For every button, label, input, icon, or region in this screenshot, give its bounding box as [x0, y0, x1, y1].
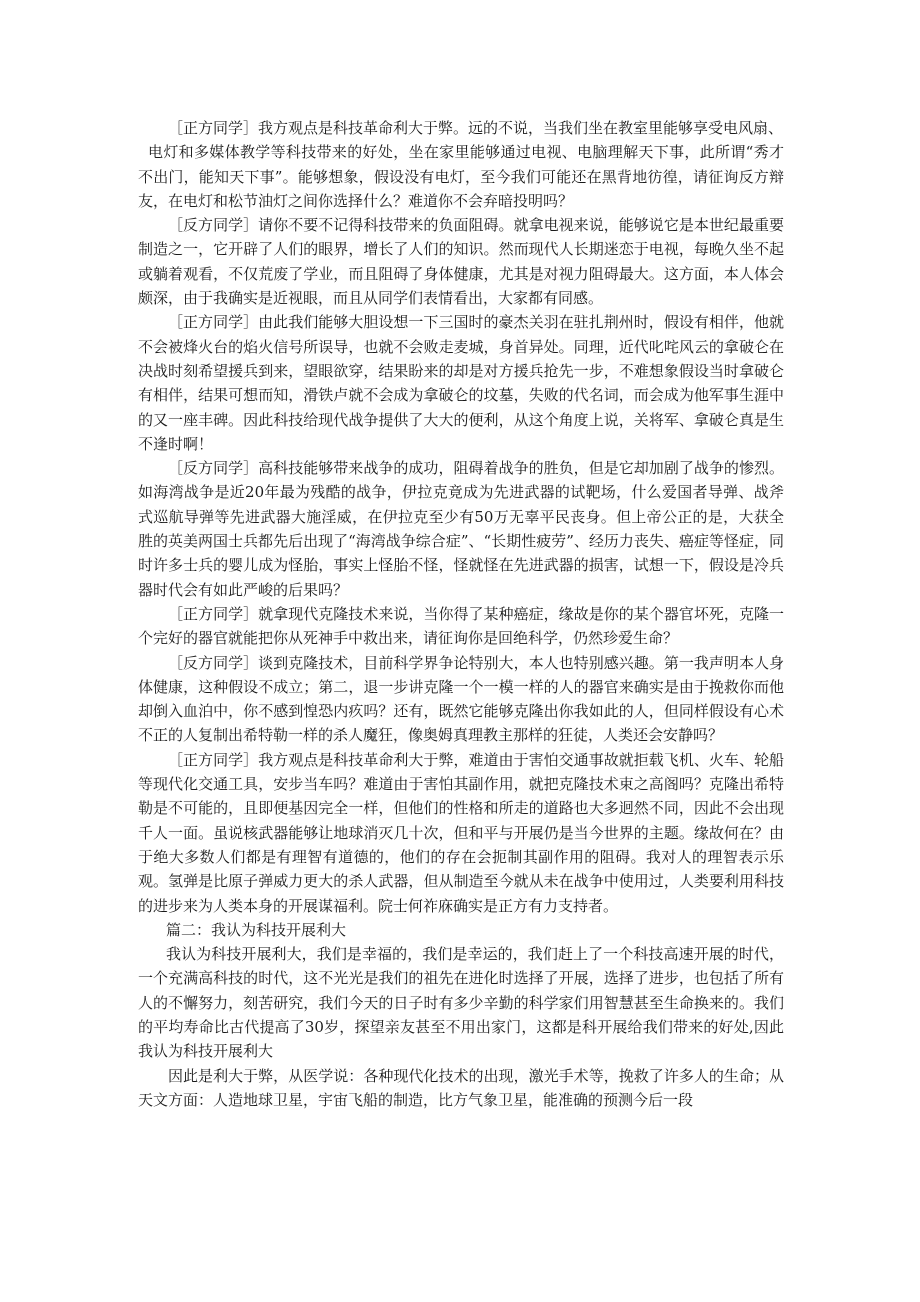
paragraph-pro-1b: 电灯和多媒体教学等科技带来的好处，坐在家里能够通过电视、电脑理解天下事，此所谓“秀才不出门，能知天下事”。能够想象，假设没有电灯，至今我们可能还在黑背地彷徨，请征询反方辩友，在电灯和松节油灯之间你选择什么？难道你不会弃暗投明吗？	[138, 143, 784, 210]
paragraph-con-1: ［反方同学］请你不要不记得科技带来的负面阻碍。就拿电视来说，能够说它是本世纪最重要制造之一，它开辟了人们的眼界，增长了人们的知识。然而现代人长期迷恋于电视，每晚久坐不起或躺着观看，不仅荒废了学业，而且阻碍了身体健康，尤其是对视力阻碍最大。这方面，本人体会颇深，由于我确实是近视眼，而且从同学们表情看出，大家都有同感。	[138, 216, 784, 308]
document-body	[138, 116, 784, 1112]
paragraph-part-two-1: 我认为科技开展利大，我们是幸福的，我们是幸运的，我们赶上了一个科技高速开展的时代，一个充满高科技的时代，这不光光是我们的祖先在进化时选择了开展，选择了进步，也包括了所有人的不懈努力，刻苦研究，我们今天的日子时有多少辛勤的科学家们用智慧甚至生命换来的。我们的平均寿命比古代提高了30岁，探望亲友甚至不用出家门，这都是科开展给我们带来的好处,因此我认为科技开展利大	[138, 945, 784, 1061]
paragraph-pro-3: ［正方同学］就拿现代克隆技术来说，当你得了某种癌症，缘故是你的某个器官坏死，克隆一个完好的器官就能把你从死神手中救出来，请征询你是回绝科学，仍然珍爱生命？	[138, 604, 784, 648]
section-heading-part-two: 篇二：我认为科技开展利大	[166, 920, 347, 939]
paragraph-pro-2: ［正方同学］由此我们能够大胆设想一下三国时的豪杰关羽在驻扎荆州时，假设有相伴，他就不会被烽火台的焰火信号所误导，也就不会败走麦城，身首异处。同理，近代叱咤风云的拿破仑在决战时刻希望援兵到来，望眼欲穿，结果盼来的却是对方援兵抢先一步，不难想象假设当时拿破仑有相伴，结果可想而知，滑铁卢就不会成为拿破仑的坟墓，失败的代名词，而会成为他军事生涯中的又一座丰碑。因此科技给现代战争提供了大大的便利，从这个角度上说，关将军、拿破仑真是生不逢时啊！	[138, 313, 784, 453]
paragraph-con-3: ［反方同学］谈到克隆技术，目前科学界争论特别大，本人也特别感兴趣。第一我声明本人身体健康，这种假设不成立；第二，退一步讲克隆一个一模一样的人的器官来确实是由于挽救你而他却倒入血泊中，你不感到惶恐内疚吗？还有，既然它能够克隆出你我如此的人，但同样假设有心术不正的人复制出希特勒一样的杀人魔狂，像奥姆真理教主那样的狂徒，人类还会安静吗？	[138, 653, 784, 745]
paragraph-pro-1a: ［正方同学］我方观点是科技革命利大于弊。远的不说，当我们坐在教室里能够享受电风扇、	[168, 119, 784, 137]
paragraph-part-two-2: 因此是利大于弊，从医学说：各种现代化技术的出现，激光手术等，挽救了许多人的生命；从天文方面：人造地球卫星，宇宙飞船的制造，比方气象卫星，能准确的预测今后一段	[138, 1066, 784, 1109]
paragraph-con-2: ［反方同学］高科技能够带来战争的成功，阻碍着战争的胜负，但是它却加剧了战争的惨烈。如海湾战争是近20年最为残酷的战争，伊拉克竟成为先进武器的试靶场，什么爱国者导弹、战斧式巡航导弹等先进武器大施淫威，在伊拉克至少有50万无辜平民丧身。但上帝公正的是，大获全胜的英美两国士兵都先后出现了“海湾战争综合症”、“长期性疲劳”、经历力丧失、癌症等怪症，同时许多士兵的婴儿成为怪胎，事实上怪胎不怪，怪就怪在先进武器的损害，试想一下，假设是冷兵器时代会有如此严峻的后果吗？	[138, 459, 784, 599]
paragraph-pro-4: ［正方同学］我方观点是科技革命利大于弊，难道由于害怕交通事故就拒载飞机、火车、轮船等现代化交通工具，安步当车吗？难道由于害怕其副作用，就把克隆技术束之高阁吗？克隆出希特勒是不可能的，且即便基因完全一样，但他们的性格和所走的道路也大多迥然不同，因此不会出现千人一面。虽说核武器能够让地球消灭几十次，但和平与开展仍是当今世界的主题。缘故何在？由于绝大多数人们都是有理智有道德的，他们的存在会扼制其副作用的阻碍。我对人的理智表示乐观。氢弹是比原子弹威力更大的杀人武器，但从制造至今就从未在战争中使用过，人类要利用科技的进步来为人类本身的开展谋福利。院士何祚庥确实是正方有力支持者。	[138, 750, 784, 915]
